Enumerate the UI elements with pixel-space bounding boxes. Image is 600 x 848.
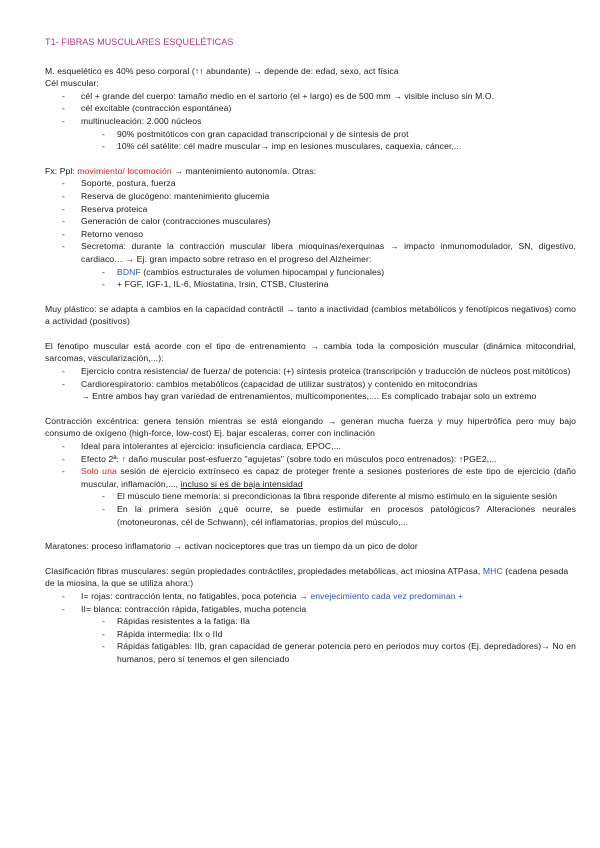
phenotype-paragraph: El fenotipo muscular está acorde con el tipo de entrenamiento → cambia toda la composición muscular (dinámica mitocondrial, sarcomas, vascularización,...): (45, 340, 576, 364)
cell-list (45, 90, 576, 153)
bullet-marker: - (62, 90, 65, 101)
sub-list-item: - Rápida intermedia: IIx o IId (102, 628, 223, 639)
bullet-marker: - (102, 279, 105, 290)
bullet-marker: - (62, 590, 65, 601)
mhc-text: MHC (482, 565, 503, 576)
cell-heading: Cél muscular: (45, 78, 99, 89)
bullet-marker: - (62, 241, 65, 252)
sub-list-item: - 10% cél satélite: cél madre muscular→ imp en lesiones musculares, caquexia, cáncer,... (102, 141, 462, 152)
function-list (45, 177, 576, 290)
aging-note: envejecimiento cada vez predominan + (310, 590, 464, 601)
sub-list-item: - 90% postmitóticos con gran capacidad transcripcional y de síntesis de prot (102, 128, 409, 139)
bullet-marker: - (102, 491, 105, 502)
list-item: - cél + grande del cuerpo: tamaño medio en el sartorio (el + largo) es de 500 mm → visible incluso sin M.O. (62, 90, 495, 101)
list-item: - Cardiorespiratorio: cambios metabólicos (capacidad de utilizar sustratos) y contenido en mitocondrias (62, 378, 478, 389)
list-item: - Generación de calor (contracciones musculares) (62, 216, 271, 227)
list-item: - multinucleación: 2.000 núcleos (62, 115, 202, 126)
bullet-marker: - (102, 128, 105, 139)
list-item: - cél excitable (contracción espontánea) (62, 103, 232, 114)
sub-list-item: - En la primera sesión ¿qué ocurre, se puede estimular en procesos patológicos? Alteraciones neurales (motoneuronas, cél de Schwann), cél inflamatorias, propios del músculo,... (102, 504, 576, 527)
bullet-marker: - (62, 190, 65, 201)
bullet-marker: - (62, 115, 65, 126)
training-note: → Entre ambos hay gran variedad de entrenamientos, multicomponentes,.... Es complicado trabajar solo un extremo (81, 391, 537, 402)
bullet-marker: - (62, 603, 65, 614)
bullet-marker: - (62, 178, 65, 189)
bullet-marker: - (62, 216, 65, 227)
bullet-marker: - (62, 378, 65, 389)
sub-list-item: - El músculo tiene memoria: si precondicionas la fibra responde diferente al mismo estímulo en la siguiente sesión (102, 491, 558, 502)
list-item: - Efecto 2ª: ↑ daño muscular post-esfuerzo "agujetas" (sobre todo en músculos poco entrenados): ↑PGE2,... (62, 453, 497, 464)
bullet-marker: - (102, 616, 105, 627)
bullet-marker: - (102, 628, 105, 639)
sub-list-item: - Rápidas fatigables: IIb, gran capacidad de generar potencia pero en periodos muy cortos (Ej. depredadores)→ No en humanos, pero sí tenemos el gen silenciado (102, 641, 576, 664)
eccentric-list (45, 440, 576, 528)
eccentric-paragraph: Contracción excéntrica: genera tensión mientras se está elongando → generan mucha fuerza y muy hipertrófica pero muy bajo consumo de oxígeno (high-force, low-cost) Ej. bajar escaleras, correr con inclinación (45, 415, 576, 439)
bullet-marker: - (62, 453, 65, 464)
bullet-marker: - (62, 466, 65, 477)
bullet-marker: - (62, 228, 65, 239)
list-item: - Reserva de glucógeno: mantenimiento glucemia (62, 190, 270, 201)
bullet-marker: - (62, 103, 65, 114)
bullet-marker: - (62, 441, 65, 452)
list-item: - Ejercicio contra resistencia/ de fuerza/ de potencia: (+) síntesis proteica (transcripción y traducción de núcleos post mitóticos) (62, 366, 571, 377)
list-item: - I= rojas: contracción lenta, no fatigables, poca potencia → envejecimiento cada vez predominan + (62, 590, 464, 601)
fiber-type-list (45, 590, 576, 666)
list-item: - Solo una sesión de ejercicio extrínseco es capaz de proteger frente a sesiones posteriores de este tipo de ejercicio (daño muscular, inflamación,..., incluso si es de baja intensidad (62, 466, 576, 489)
bdnf-text: BDNF (117, 266, 141, 277)
bullet-marker: - (102, 141, 105, 152)
page-title: T1- FIBRAS MUSCULARES ESQUELÉTICAS (45, 37, 234, 47)
plasticity-paragraph: Muy plástico: se adapta a cambios en la capacidad contráctil → tanto a inactividad (cambios metabólicos y fenotípicos negativos) como a actividad (positivos) (45, 303, 576, 327)
bullet-marker: - (62, 366, 65, 377)
bullet-marker: - (102, 266, 105, 277)
underlined-text: incluso si es de baja intensidad (180, 478, 303, 489)
marathon-paragraph: Maratones: proceso inflamatorio → activan nociceptores que tras un tiempo da un pico de dolor (45, 541, 418, 552)
phenotype-list (45, 365, 576, 390)
list-item: - Reserva proteica (62, 203, 148, 214)
intro-line: M. esquelético es 40% peso corporal (↑↑ abundante) → depende de: edad, sexo, act física (45, 65, 399, 76)
bullet-marker: - (102, 641, 105, 652)
list-item: - Retorno venoso (62, 228, 144, 239)
highlight-text: Solo una (81, 466, 117, 477)
list-item: - Ideal para intolerantes al ejercicio: insuficiencia cardiaca, EPOC,... (62, 441, 342, 452)
function-heading: Fx: Ppl: movimiento/ locomoción → mantenimiento autonomía. Otras: (45, 165, 317, 176)
list-item: - Soporte, postura, fuerza (62, 178, 176, 189)
bullet-marker: - (62, 203, 65, 214)
classification-paragraph: Clasificación fibras musculares: según propiedades contráctiles, propiedades metabólicas, act miosina ATPasa, MHC (cadena pesada de la miosina, la que se utiliza ahora:) (45, 565, 569, 589)
sub-list-item: - + FGF, IGF-1, IL-6, Miostatina, Irsin, CTSB, Clusterina (102, 279, 329, 290)
sub-list-item: - Rápidas resistentes a la fatiga: IIa (102, 616, 251, 627)
list-item: - II= blanca: contracción rápida, fatigables, mucha potencia (62, 603, 307, 614)
highlight-text: movimiento/ locomoción (77, 165, 172, 176)
sub-list-item: - BDNF (cambios estructurales de volumen hipocampal y funcionales) (102, 266, 385, 277)
bullet-marker: - (102, 504, 105, 514)
list-item: - Secretoma: durante la contracción muscular libera mioquinas/exerquinas → impacto inmunomodulador, SN, digestivo, cardiaco… → Ej. gran impacto sobre retraso en el progreso del Alzheimer: (62, 241, 576, 264)
